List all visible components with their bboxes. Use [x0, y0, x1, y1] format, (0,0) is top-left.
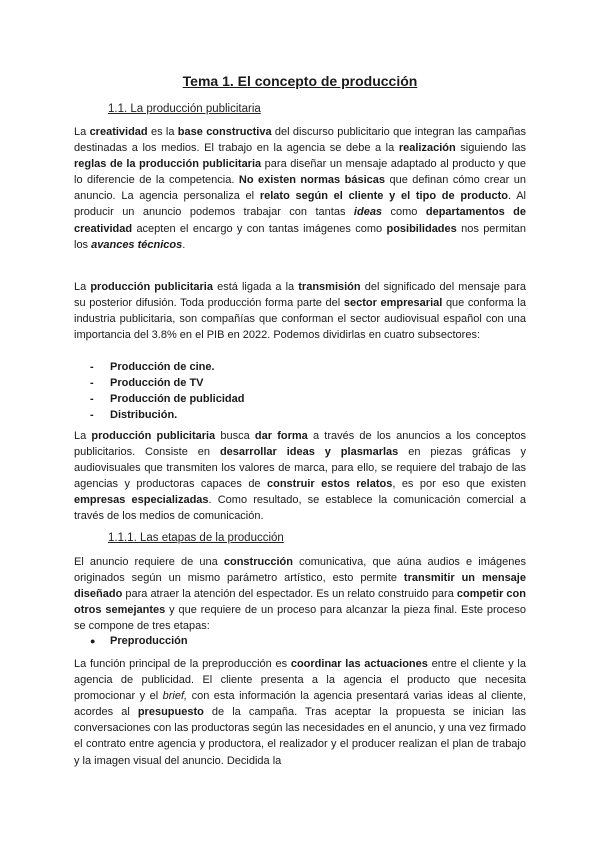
subsector-list — [90, 359, 244, 423]
list-item: - Producción de cine. — [90, 359, 244, 375]
page-title: Tema 1. El concepto de producción — [182, 73, 418, 89]
list-item: ● Preproducción — [90, 633, 188, 649]
list-item: - Distribución. — [90, 407, 244, 423]
paragraph-preproduccion: La función principal de la preproducción es coordinar las actuaciones entre el cliente y la agencia de publicidad. El cliente presenta a la agencia el producto que necesita promocionar y el brief, con esta información la agencia presentará varias ideas al cliente, acordes al presupuesto de la campaña. Tras aceptar la propuesta se inician las conversaciones con las productoras según las necesidades en el anuncio, y una vez firmado el contrato entre agencia y productora, el realizador y el producer realizan el plan de trabajo y la imagen visual del anuncio. Decidida la — [74, 658, 526, 767]
list-item: - Producción de TV — [90, 375, 244, 391]
section-heading-1-1-1: 1.1.1. Las etapas de la producción — [108, 532, 284, 544]
section-heading-1-1: 1.1. La producción publicitaria — [108, 103, 261, 115]
list-item: - Producción de publicidad — [90, 391, 244, 407]
paragraph-dar-forma: La producción publicitaria busca dar forma a través de los anuncios a los conceptos publicitarios. Consiste en desarrollar ideas y plasmarlas en piezas gráficas y audiovisuales que transmiten los valores de marca, para ello, se requiere del trabajo de las agencias y productoras capaces de construir estos relatos, es por eso que existen empresas especializadas. Como resultado, se establece la comunicación comercial a través de los medios de comunicación. — [74, 430, 527, 523]
paragraph-produccion-publicitaria: La producción publicitaria está ligada a la transmisión del significado del mensaje para su posterior difusión. Toda producción forma parte del sector empresarial que conforma la industria publicitaria, son compañías que conforman el sector audiovisual español con una importancia del 3.8% en el PIB en 2022. Podemos dividirlas en cuatro subsectores: — [74, 281, 526, 342]
paragraph-construccion: El anuncio requiere de una construcción comunicativa, que aúna audios e imágenes originados según un mismo parámetro artístico, esto permite transmitir un mensaje diseñado para atraer la atención del espectador. Es un relato construido para competir con otros semejantes y que requiere de un proceso para alcanzar la pieza final. Este proceso se compone de tres etapas: — [74, 556, 526, 633]
paragraph-creatividad: La creatividad es la base constructiva del discurso publicitario que integran las campañas destinadas a los medios. El trabajo en la agencia se debe a la realización siguiendo las reglas de la producción publicitaria para diseñar un mensaje adaptado al producto y que lo diferencie de la competencia. No existen normas básicas que definan cómo crear un anuncio. La agencia personaliza el relato según el cliente y el tipo de producto. Al producir un anuncio podemos trabajar con tantas ideas como departamentos de creatividad acepten el encargo y con tantas imágenes como posibilidades nos permitan los avances técnicos. — [74, 126, 527, 251]
stage-list — [90, 633, 188, 649]
